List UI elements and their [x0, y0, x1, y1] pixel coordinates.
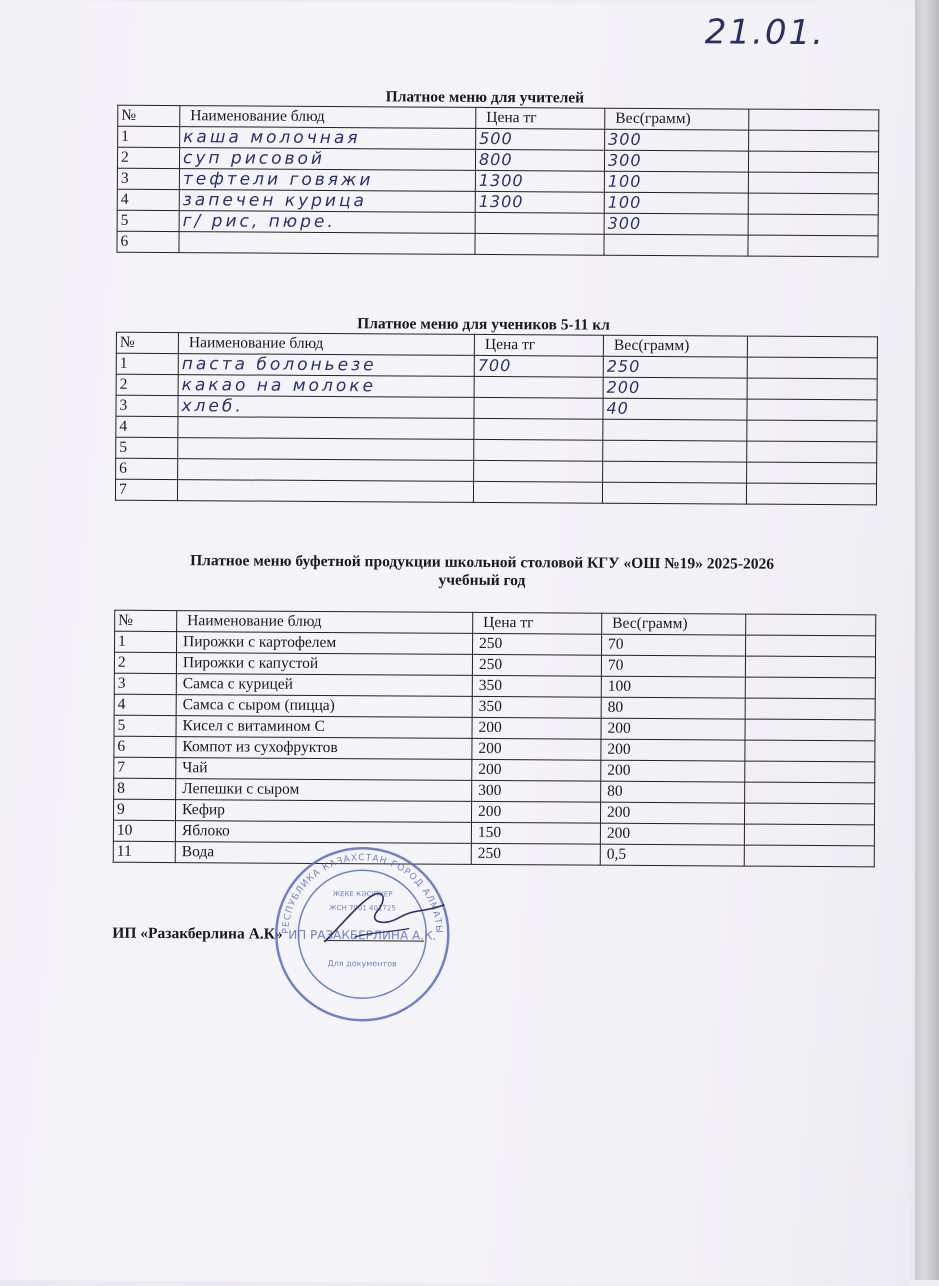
dish-weight: 200 — [600, 823, 744, 845]
row-number: 2 — [117, 147, 179, 168]
dish-name: г/ рис, пюре. — [179, 211, 475, 234]
dish-name: Самса с сыром (пицца) — [176, 695, 472, 718]
dish-weight: 0,5 — [600, 844, 744, 866]
table-row — [117, 231, 878, 257]
extra-cell — [747, 420, 877, 442]
dish-price: 1300 — [475, 191, 604, 213]
buffet-title-line1: Платное меню буфетной продукции школьной столовой КГУ «ОШ №19» 2025-2026 — [190, 552, 775, 573]
table-row — [113, 841, 874, 867]
dish-price: 150 — [471, 822, 600, 844]
row-number: 4 — [117, 189, 179, 210]
row-number: 5 — [117, 210, 179, 231]
dish-price — [474, 460, 603, 482]
header-weight: Вес(грамм) — [602, 613, 746, 635]
header-price: Цена тг — [474, 334, 603, 356]
header-name: Наименование блюд — [177, 611, 473, 634]
extra-cell — [745, 761, 875, 783]
row-number: 1 — [118, 126, 180, 147]
dish-name: запечен курица — [179, 190, 475, 213]
row-number: 10 — [113, 820, 175, 841]
header-num: № — [116, 332, 178, 353]
dish-name: паста болоньезе — [178, 354, 474, 377]
dish-price — [474, 376, 603, 398]
header-extra — [747, 336, 877, 358]
row-number: 2 — [116, 374, 178, 395]
row-number: 7 — [115, 479, 177, 500]
dish-price: 200 — [472, 759, 601, 781]
dish-name — [178, 417, 474, 440]
extra-cell — [744, 845, 874, 867]
dish-weight: 300 — [604, 213, 748, 235]
dish-weight: 70 — [601, 655, 745, 677]
row-number: 6 — [116, 458, 178, 479]
extra-cell — [745, 677, 875, 699]
entrepreneur-label: ИП «Разакберлина А.К» — [112, 924, 283, 943]
dish-price: 200 — [471, 801, 600, 823]
dish-price — [474, 439, 603, 461]
row-number: 4 — [116, 416, 178, 437]
header-extra — [746, 614, 876, 636]
dish-weight: 80 — [601, 697, 745, 719]
dish-weight — [604, 234, 748, 256]
row-number: 1 — [116, 353, 178, 374]
dish-price — [473, 481, 602, 503]
extra-cell — [747, 357, 877, 379]
dish-price: 1300 — [475, 170, 604, 192]
extra-cell — [748, 151, 878, 173]
header-price: Цена тг — [476, 107, 605, 129]
dish-price: 200 — [472, 738, 601, 760]
dish-weight: 70 — [602, 634, 746, 656]
extra-cell — [747, 441, 877, 463]
dish-weight: 250 — [603, 356, 747, 378]
dish-name — [178, 459, 474, 482]
dish-weight — [603, 440, 747, 462]
dish-name — [178, 438, 474, 461]
dish-name: тефтели говяжи — [179, 169, 475, 192]
row-number: 6 — [114, 736, 176, 757]
stamp-center: ИП РАЗАКБЕРЛИНА А.К. — [288, 927, 437, 943]
row-number: 1 — [115, 631, 177, 652]
dish-name — [177, 480, 473, 503]
dish-price: 500 — [476, 128, 605, 150]
dish-name: Самса с курицей — [176, 674, 472, 697]
row-number: 3 — [116, 395, 178, 416]
stamp-iin: ЖСН 7901 401725 — [329, 904, 396, 913]
dish-name: Пирожки с картофелем — [177, 632, 473, 655]
dish-name: Пирожки с капустой — [176, 653, 472, 676]
row-number: 5 — [114, 715, 176, 736]
dish-name: Яблоко — [175, 821, 471, 844]
dish-name: Лепешки с сыром — [176, 779, 472, 802]
dish-weight: 40 — [603, 398, 747, 420]
dish-weight — [603, 419, 747, 441]
extra-cell — [748, 193, 878, 215]
stamp-bottom: Для документов — [327, 959, 397, 969]
buffet-menu-table — [113, 610, 877, 868]
header-name: Наименование блюд — [178, 333, 474, 356]
teachers-menu-table — [116, 105, 879, 258]
dish-price: 300 — [472, 780, 601, 802]
extra-cell — [745, 719, 875, 741]
dish-name: Кефир — [175, 800, 471, 823]
table-row — [115, 479, 876, 505]
row-number: 3 — [114, 673, 176, 694]
dish-name: Компот из сухофруктов — [176, 737, 472, 760]
extra-cell — [745, 656, 875, 678]
students-menu-table — [115, 332, 878, 506]
students-menu-title: Платное меню для учеников 5-11 кл — [357, 315, 610, 334]
header-price: Цена тг — [473, 612, 602, 634]
header-weight: Вес(грамм) — [605, 108, 749, 130]
header-weight: Вес(грамм) — [603, 335, 747, 357]
dish-weight: 200 — [603, 377, 747, 399]
dish-price — [474, 418, 603, 440]
dish-weight — [602, 482, 746, 504]
dish-weight: 200 — [600, 802, 744, 824]
extra-cell — [746, 635, 876, 657]
dish-price: 700 — [474, 355, 603, 377]
extra-cell — [744, 803, 874, 825]
extra-cell — [747, 399, 877, 421]
buffet-title-line2: учебный год — [438, 571, 526, 590]
extra-cell — [745, 782, 875, 804]
dish-weight — [603, 461, 747, 483]
header-num: № — [115, 610, 177, 631]
extra-cell — [748, 214, 878, 236]
extra-cell — [747, 462, 877, 484]
extra-cell — [745, 740, 875, 762]
row-number: 2 — [114, 652, 176, 673]
row-number: 8 — [114, 778, 176, 799]
dish-weight: 200 — [601, 760, 745, 782]
extra-cell — [748, 235, 878, 257]
row-number: 7 — [114, 757, 176, 778]
dish-price: 200 — [472, 717, 601, 739]
row-number: 6 — [117, 231, 179, 252]
dish-weight: 100 — [604, 171, 748, 193]
row-number: 9 — [113, 799, 175, 820]
dish-weight: 100 — [604, 192, 748, 214]
row-number: 3 — [117, 168, 179, 189]
dish-name: каша молочная — [180, 127, 476, 150]
dish-price: 350 — [472, 696, 601, 718]
row-number: 11 — [113, 841, 175, 862]
header-name: Наименование блюд — [180, 106, 476, 129]
dish-name: хлеб. — [178, 396, 474, 419]
extra-cell — [748, 172, 878, 194]
extra-cell — [744, 824, 874, 846]
handwritten-date: 21.01. — [704, 12, 826, 54]
stamp-outer-text: РЕСПУБЛИКА КАЗАХСТАН ГОРОД АЛМАТЫ — [281, 853, 444, 935]
dish-price: 250 — [471, 843, 600, 865]
extra-cell — [745, 698, 875, 720]
dish-weight: 200 — [601, 739, 745, 761]
dish-price: 250 — [473, 633, 602, 655]
dish-weight: 200 — [601, 718, 745, 740]
dish-price: 800 — [475, 149, 604, 171]
header-num: № — [118, 105, 180, 126]
extra-cell — [747, 378, 877, 400]
dish-name: какао на молоке — [178, 375, 474, 398]
extra-cell — [746, 483, 876, 505]
extra-cell — [749, 130, 879, 152]
dish-name — [179, 232, 475, 255]
dish-name: суп рисовой — [179, 148, 475, 171]
dish-price — [475, 212, 604, 234]
dish-weight: 100 — [601, 676, 745, 698]
dish-name: Вода — [175, 842, 471, 865]
dish-name: Кисел с витамином С — [176, 716, 472, 739]
handwritten-signature — [314, 882, 454, 953]
buffet-menu-title — [114, 552, 849, 592]
dish-price: 250 — [472, 654, 601, 676]
row-number: 5 — [116, 437, 178, 458]
dish-weight: 300 — [604, 150, 748, 172]
dish-price: 350 — [472, 675, 601, 697]
dish-weight: 300 — [605, 129, 749, 151]
dish-name: Чай — [176, 758, 472, 781]
teachers-menu-title: Платное меню для учителей — [385, 88, 585, 107]
header-extra — [749, 109, 879, 131]
dish-price — [475, 233, 604, 255]
row-number: 4 — [114, 694, 176, 715]
dish-weight: 80 — [601, 781, 745, 803]
stamp-inner-top: ЖЕКЕ КӘСІПКЕР — [332, 890, 393, 899]
desk-edge — [915, 0, 939, 1280]
dish-price — [474, 397, 603, 419]
